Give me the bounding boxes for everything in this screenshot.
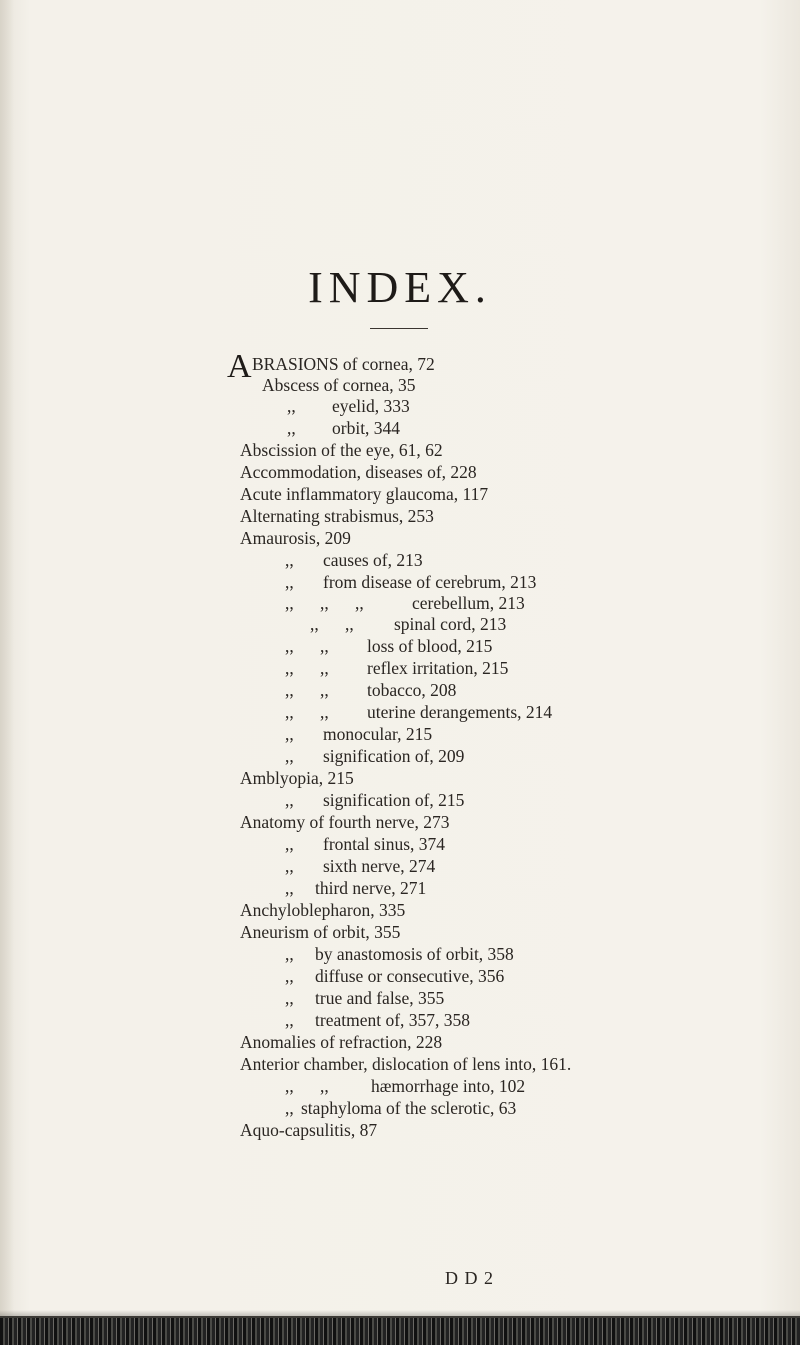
- index-entry: ,, staphyloma of the sclerotic, 63: [285, 1098, 517, 1118]
- index-entry: Abscess of cornea, 35: [262, 375, 416, 395]
- index-entry: ,, third nerve, 271: [285, 878, 427, 898]
- title-rule: [370, 328, 428, 329]
- index-entry: Abscission of the eye, 61, 62: [240, 440, 443, 460]
- index-entry: ,, sixth nerve, 274: [285, 856, 436, 876]
- page-spine-shadow: [0, 0, 14, 1343]
- index-entry: ,, treatment of, 357, 358: [285, 1010, 471, 1030]
- index-entry: ,, ,, ,, cerebellum, 213: [285, 593, 525, 613]
- index-entry: ,, signification of, 209: [285, 746, 465, 766]
- index-entry: ,, ,, tobacco, 208: [285, 680, 457, 700]
- index-entry: Accommodation, diseases of, 228: [240, 462, 477, 482]
- index-entry: Amaurosis, 209: [240, 528, 351, 548]
- index-entry: Aquo-capsulitis, 87: [240, 1120, 378, 1140]
- index-entry: ,, by anastomosis of orbit, 358: [285, 944, 514, 964]
- book-edge: [0, 1316, 800, 1345]
- index-entry: Anchyloblepharon, 335: [240, 900, 406, 920]
- index-entry: Aneurism of orbit, 355: [240, 922, 401, 942]
- index-entry: ,, true and false, 355: [285, 988, 445, 1008]
- index-entry: ,, orbit, 344: [287, 418, 401, 438]
- index-entry: ,, eyelid, 333: [287, 396, 410, 416]
- index-entry: ,, ,, hæmorrhage into, 102: [285, 1076, 526, 1096]
- index-entry: Anatomy of fourth nerve, 273: [240, 812, 450, 832]
- index-entry: Anterior chamber, dislocation of lens into, 161.: [240, 1054, 572, 1074]
- index-entry: ,, from disease of cerebrum, 213: [285, 572, 537, 592]
- index-entry: ,, frontal sinus, 374: [285, 834, 446, 854]
- index-entry: Anomalies of refraction, 228: [240, 1032, 443, 1052]
- page-title: INDEX.: [308, 263, 492, 312]
- index-entry: Acute inflammatory glaucoma, 117: [240, 484, 489, 504]
- index-entry: Alternating strabismus, 253: [240, 506, 434, 526]
- drop-cap: A: [227, 348, 252, 385]
- index-entry: ,, ,, uterine derangements, 214: [285, 702, 553, 722]
- index-entry: ,, causes of, 213: [285, 550, 423, 570]
- index-entry: ,, signification of, 215: [285, 790, 465, 810]
- index-entry: ,, ,, loss of blood, 215: [285, 636, 493, 656]
- signature-mark: D D 2: [445, 1268, 494, 1288]
- index-entry: ,, ,, spinal cord, 213: [310, 614, 507, 634]
- index-entry: ,, diffuse or consecutive, 356: [285, 966, 505, 986]
- index-entry: ,, ,, reflex irritation, 215: [285, 658, 509, 678]
- index-entry: ,, monocular, 215: [285, 724, 433, 744]
- index-entry: Amblyopia, 215: [240, 768, 354, 788]
- index-entry: BRASIONS of cornea, 72: [252, 354, 435, 374]
